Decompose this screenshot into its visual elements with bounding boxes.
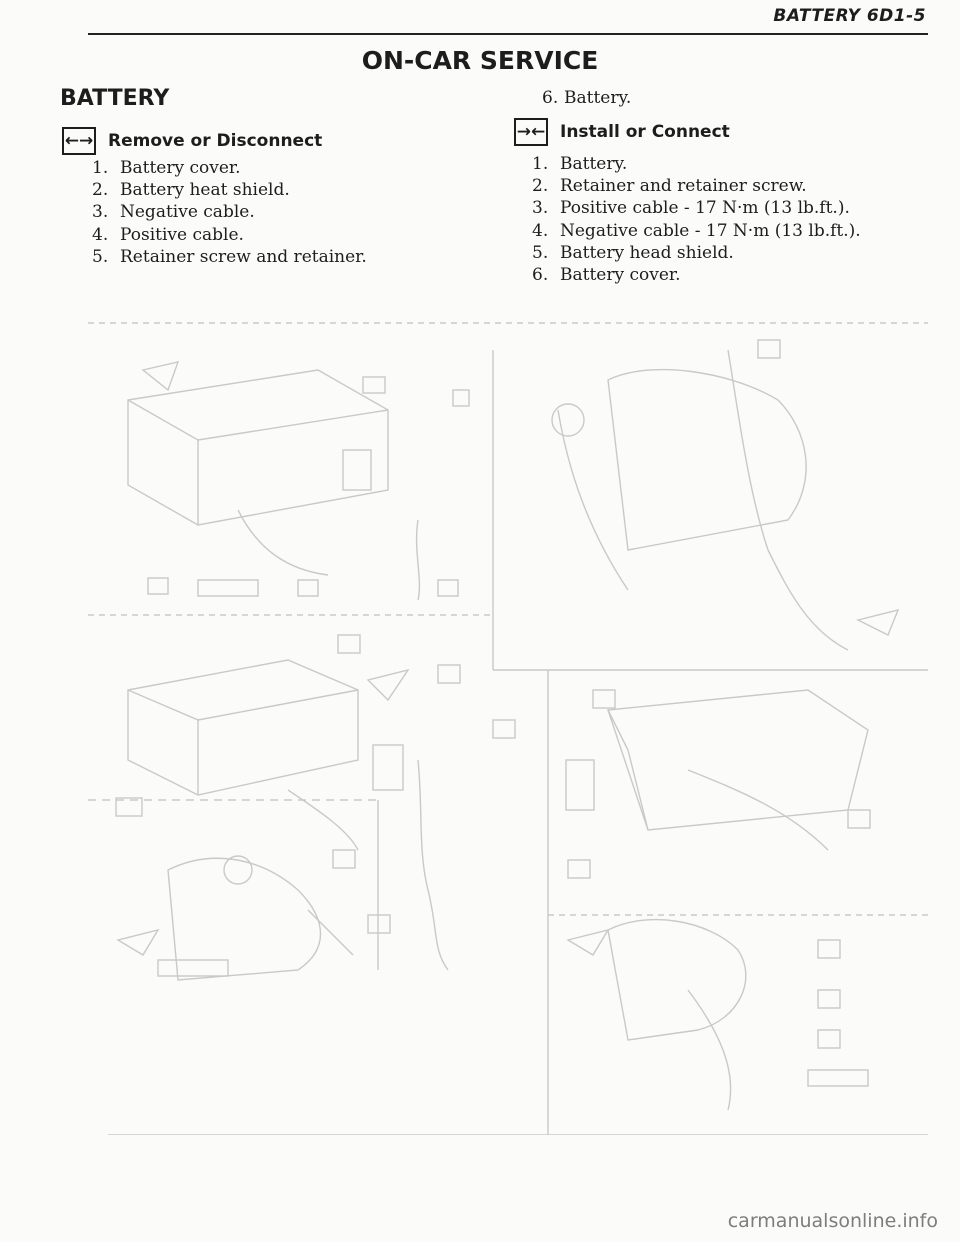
- step-text: Positive cable.: [120, 224, 244, 245]
- step-number: 5.: [532, 242, 549, 263]
- remove-heading-label: Remove or Disconnect: [108, 131, 323, 151]
- service-title: ON-CAR SERVICE: [361, 46, 599, 75]
- step-number: 5.: [92, 246, 109, 267]
- battery-illustration: [88, 290, 928, 1135]
- step-text: Battery.: [564, 88, 632, 108]
- illustration-graphic: [88, 290, 928, 1135]
- list-item: [92, 224, 367, 246]
- remove-step-6: [542, 88, 631, 108]
- step-number: 4.: [532, 220, 549, 241]
- step-text: Retainer screw and retainer.: [120, 246, 367, 267]
- install-heading-label: Install or Connect: [560, 122, 730, 142]
- remove-heading: [62, 127, 322, 155]
- step-number: 6.: [542, 88, 559, 108]
- arrows-outward-icon: ←→: [62, 127, 96, 155]
- list-item: [532, 220, 861, 242]
- step-text: Battery cover.: [120, 158, 241, 178]
- step-text: Battery cover.: [560, 264, 681, 285]
- list-item: [92, 246, 367, 268]
- step-number: 4.: [92, 224, 109, 245]
- list-item: [532, 175, 861, 197]
- remove-steps-list: [92, 157, 367, 268]
- step-text: Battery heat shield.: [120, 180, 290, 201]
- step-number: 2.: [92, 180, 109, 201]
- step-text: Retainer and retainer screw.: [560, 176, 807, 197]
- header-rule: [88, 33, 928, 35]
- footer-url: carmanualsonline.info: [727, 1210, 938, 1232]
- list-item: [532, 153, 861, 175]
- arrows-inward-icon: →←: [514, 118, 548, 146]
- list-item: [92, 201, 367, 223]
- step-number: 1.: [92, 158, 109, 178]
- step-text: Battery.: [560, 154, 628, 174]
- list-item: [532, 242, 861, 264]
- step-number: 2.: [532, 176, 549, 197]
- install-steps-list: [532, 153, 861, 286]
- page-header: BATTERY 6D1-5: [773, 6, 926, 26]
- step-number: 6.: [532, 264, 549, 285]
- step-number: 1.: [532, 154, 549, 174]
- list-item: [532, 197, 861, 219]
- list-item: [92, 179, 367, 201]
- list-item: [92, 157, 367, 179]
- step-number: 3.: [532, 198, 549, 219]
- step-text: Battery head shield.: [560, 242, 734, 263]
- step-number: 3.: [92, 202, 109, 223]
- section-title: BATTERY: [60, 86, 170, 111]
- step-text: Negative cable - 17 N·m (13 lb.ft.).: [560, 220, 861, 241]
- step-text: Negative cable.: [120, 202, 255, 223]
- step-text: Positive cable - 17 N·m (13 lb.ft.).: [560, 198, 850, 219]
- install-heading: [514, 118, 730, 146]
- list-item: [532, 264, 861, 286]
